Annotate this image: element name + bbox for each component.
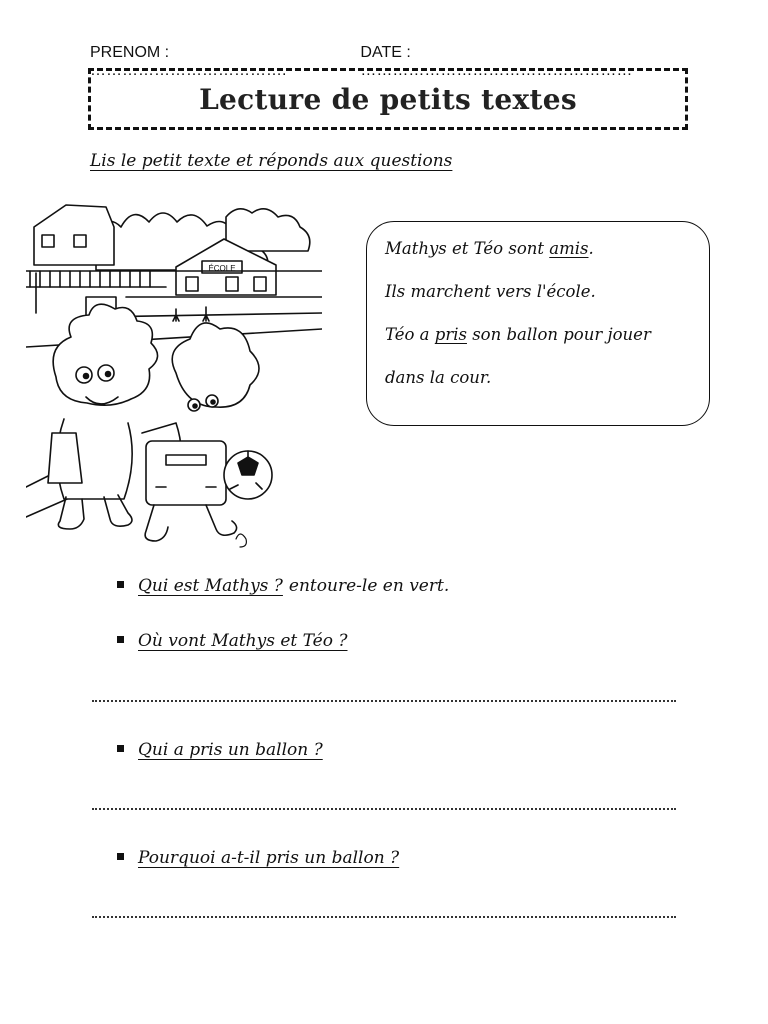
- story-line-1: Mathys et Téo sont amis.: [385, 239, 594, 258]
- answer-line-2[interactable]: [92, 808, 676, 810]
- word-ils: Ils: [385, 282, 406, 301]
- question-text: Qui a pris un ballon ?: [138, 740, 323, 760]
- title-box: [88, 68, 688, 130]
- question-4: [117, 848, 399, 868]
- boy-teo: [142, 323, 272, 547]
- prenom-blank[interactable]: ……………………………….: [90, 62, 287, 79]
- question-instruction: entoure-le en vert.: [288, 576, 450, 596]
- boy-mathys: [48, 304, 158, 529]
- answer-line-1[interactable]: [92, 700, 676, 702]
- story-text-box: [366, 221, 710, 426]
- bullet-icon: [117, 745, 124, 752]
- word-mathys: Mathys: [385, 239, 447, 258]
- word-teo: Téo: [473, 239, 504, 258]
- bullet-icon: [117, 853, 124, 860]
- story-line-2: Ils marchent vers l'école.: [385, 282, 596, 301]
- word-sont: sont: [503, 239, 550, 258]
- story-line-4: dans la cour.: [385, 368, 492, 387]
- question-text: Où vont Mathys et Téo ?: [138, 631, 348, 651]
- question-1: [117, 576, 449, 596]
- bullet-icon: [117, 581, 124, 588]
- satchel: [146, 441, 226, 505]
- word-pris: pris: [434, 325, 467, 344]
- prenom-label: PRENOM :: [90, 44, 170, 61]
- page-title: Lecture de petits textes: [199, 82, 577, 116]
- word-marchent: marchent: [405, 282, 497, 301]
- question-text: Qui est Mathys ?: [138, 576, 283, 596]
- word-vers: vers: [496, 282, 532, 301]
- word-teo-2: Téo: [385, 325, 415, 344]
- question-2: [117, 631, 348, 651]
- question-text: Pourquoi a-t-il pris un ballon ?: [138, 848, 400, 868]
- date-label: DATE :: [360, 44, 411, 61]
- story-line-3: Téo a pris son ballon pour jouer: [385, 325, 651, 344]
- school-children-illustration: [26, 197, 322, 559]
- date-blank[interactable]: ……………………………………………: [360, 62, 633, 79]
- word-dans: dans: [385, 368, 425, 387]
- question-3: [117, 740, 323, 760]
- word-amis: amis: [549, 239, 589, 258]
- bullet-icon: [117, 636, 124, 643]
- instruction: Lis le petit texte et réponds aux questions: [90, 151, 453, 171]
- answer-line-3[interactable]: [92, 916, 676, 918]
- school-sign: ÉCOLE: [208, 264, 236, 273]
